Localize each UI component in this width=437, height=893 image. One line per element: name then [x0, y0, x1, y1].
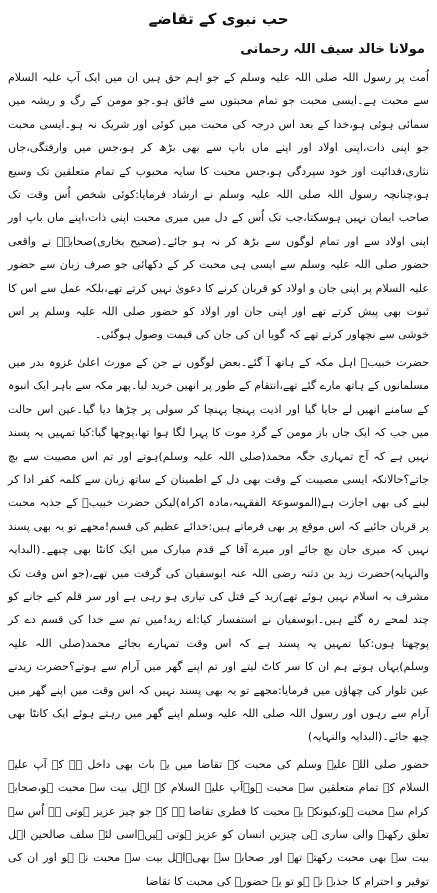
article-title: حب نبوی کے تقاضے — [148, 10, 289, 28]
article-body — [0, 62, 437, 893]
article-paragraph: حضرت خبیبؓ اہل مکہ کے ہاتھ آ گئے۔بعض لوگوں نے جن کے مورث اعلیٰ غزوہ بدر میں مسلمانوں کے ہاتھ مارے گئے تھے،انتقام کے طور پر انھیں خرید لیا۔پھر مکہ سے باہر ایک انبوہ کے سامنے انھیں لے جایا گیا اور اذیت پہنچا پہنچا کر سولی پر چڑھا دیا گیا۔عین اس حالت میں جب کہ ایک جاں باز مومن کے گرد موت کا پہرا لگا ہوا تھا،پوچھا گیا:کیا تمہیں یہ پسند نہیں ہے کہ آج تمہاری جگہ محمد(صلی اللہ علیہ وسلم)ہوتے اور تم اس مصیبت سے بچ جاتے؟حالانکہ ایسی مصیبت کے وقت بھی دل کے اطمینان کے ساتھ زبان سے کلمہ کفر ادا کر لینے کی بھی اجازت ہے(الموسوعۃ الفقہیہ،مادہ اکراہ)لیکن حضرت خبیبؓ کے جذبہ محبت پر قربان جائیے کہ اس موقع پر بھی فرماتے ہیں:خدائے عظیم کی قسم!مجھے تو یہ بھی پسند نہیں کہ میری جان بچ جائے اور میرے آقا کے قدم مبارک میں ایک کانٹا بھی چبھے۔(البدایہ والنہایہ)حضرت زید بن دثنہ رضی اللہ عنہ ابوسفیان کی گرفت میں تھے،(جو اس وقت تک مشرف بہ اسلام نہیں ہوئے تھے)زید کے قتل کی تیاری ہو رہی ہے اور سر قلم کیے جانے کو چند لمحے رہ گئے ہیں۔ابوسفیان نے استفسار کیا:اے زید!میں تم سے خدا کی قسم دے کر پوچھتا ہوں:کیا تمہیں یہ پسند ہے کہ اس وقت تمہارے بجائے محمد(صلی اللہ علیہ وسلم)یہاں ہوتے ہم ان کا سر کاٹ لیتے اور تم اپنے گھر میں آرام سے ہوتے؟حضرت زیدنے عین تلوار کی چھاؤں میں فرمایا:مجھے تو یہ بھی پسند نہیں کہ اس وقت میں اپنے گھر میں آرام سے رہوں اور رسول اللہ صلی اللہ علیہ وسلم اپنے گھر میں رہتے ہوئے ایک کانٹا بھی چبھ جائے۔(البدایہ والنہایہ) — [8, 355, 429, 744]
article-paragraph: حضور صلی اللہ علیہ وسلم کی محبت کے تقاضا میں یہ بات بھی داخل ہے کہ آپ علیہ السلام کے تمام متعلقین سے محبت ہو۔آپ علیہ السلام کے اہل بیت سے محبت ہو،صحابہ کرام سے محبت ہو،کیونکہ یہ محبت کا فطری تقاضا ہے کہ جو چیز عزیز ہوتی ہے اُس سے تعلق رکھنے والی ساری ہی چیزیں انسان کو عزیز ہوتی ہیں۔اسی لئے سلف صالحین اہل بیت سے بھی محبت رکھتے تھے اور صحابہ سے بھی۔اہل بیت سے محبت نہ ہو اور ان کی توقیر و احترام کا جذبہ نہ ہو تو یہ حضورؐ کی محبت کا تقاضا — [8, 757, 429, 888]
article-page — [0, 6, 437, 888]
article-paragraph: اُمت پر رسول اللہ صلی اللہ علیہ وسلم کے جو اہم حق ہیں ان میں ایک آپ علیہ السلام سے محبت ہے۔ایسی محبت جو تمام محبتوں سے فائق ہو۔جو مومن کے رگ و ریشہ میں سمائی ہوئی ہو،خدا کے بعد اس درجہ کی محبت میں کوئی اور شریک نہ ہو۔ایسی محبت جو اپنی ذات،اپنی اولاد اور اپنے ماں باپ سے بھی بڑھ کر ہو،جس میں وارفتگی،جاں نثاری،فدائیت اور خود سپردگی ہو،جس محبت کا سایہ محبوب کے تمام متعلقین تک وسیع ہو،چنانچہ رسول اللہ صلی اللہ علیہ وسلم نے ارشاد فرمایا:کوئی شخص اُس وقت تک صاحب ایمان نہیں ہوسکتا،جب تک اُس کے دل میں میری محبت اپنی ذات،اپنے ماں باپ اور اپنی اولاد سے اور تمام لوگوں سے بڑھ کر نہ ہو جائے۔(صحیح بخاری)صحابہؓ نے واقعی حضور صلی اللہ علیہ وسلم سے ایسی ہی محبت کر کے دکھائی جو صرف زبان سے حضور علیہ السلام پر اپنی جان و اولاد کو قربان کرنے کا دعویٰ نہیں کرتے تھے،بلکہ عمل سے اس کا ثبوت بھی پیش کرتے تھے اور اپنی جان اور اولاد کو حضور صلی اللہ علیہ وسلم پر اس خوشی سے نچھاور کرتے تھے کہ گویا ان کی جان کی قیمت وصول ہوگئی۔ — [8, 71, 429, 342]
author-name: مولانا خالد سیف اللہ رحمانی — [240, 42, 425, 57]
